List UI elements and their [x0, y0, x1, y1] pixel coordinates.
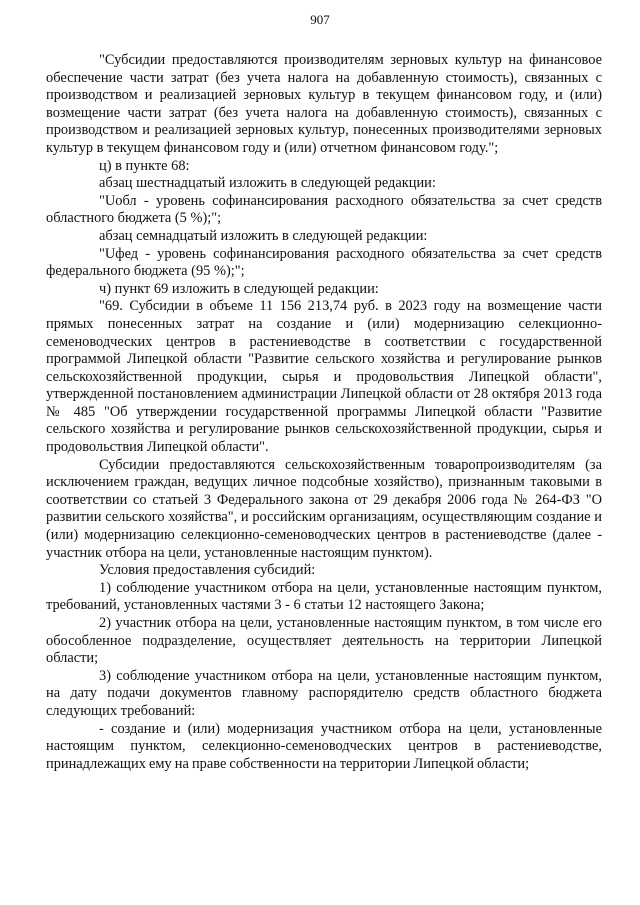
page-number: 907 [310, 12, 330, 27]
paragraph: ц) в пункте 68: [99, 157, 190, 174]
paragraph: Условия предоставления субсидий: [99, 562, 316, 579]
paragraph: ч) пункт 69 изложить в следующей редакции: [99, 280, 379, 297]
document-body [46, 52, 602, 773]
paragraph: 2) участник отбора на цели, установленные настоящим пунктом, в том числе его обособленное подразделение, осуществляет деятельность на территории Липецкой области; [46, 615, 602, 667]
paragraph: 1) соблюдение участником отбора на цели, установленные настоящим пунктом, требований, установленных частями 3 - 6 статьи 12 настоящего Закона; [46, 579, 602, 614]
paragraph: абзац шестнадцатый изложить в следующей редакции: [99, 175, 436, 192]
paragraph: - создание и (или) модернизация участником отбора на цели, установленные настоящим пунктом, селекционно-семеноводческих центров в растениеводстве, принадлежащих ему на праве собственности на территории Липецкой области; [46, 720, 602, 772]
paragraph: 3) соблюдение участником отбора на цели, установленные настоящим пунктом, на дату подачи документов главному распорядителю средств областного бюджета следующих требований: [46, 667, 602, 719]
paragraph: "69. Субсидии в объеме 11 156 213,74 руб. в 2023 году на возмещение части прямых понесенных затрат на создание и (или) модернизацию селекционно-семеноводческих центров в растениеводстве в соответствии с государственной программой Липецкой области "Развитие сельского хозяйства и регулирование рынков сельскохозяйственной продукции, сырья и продовольствия Липецкой области", утвержденной постановлением администрации Липецкой области от 28 октября 2013 года № 485 "Об утверждении государственной программы Липецкой области "Развитие сельского хозяйства и регулирование рынков сельскохозяйственной продукции, сырья и продовольствия Липецкой области". [46, 298, 602, 456]
paragraph: "Uфед - уровень софинансирования расходного обязательства за счет средств федерального бюджета (95 %);"; [46, 245, 602, 280]
paragraph: Субсидии предоставляются сельскохозяйственным товаропроизводителям (за исключением граждан, ведущих личное подсобные хозяйство), признанным таковыми в соответствии со статьей 3 Федерального закона от 29 декабря 2006 года № 264-ФЗ "О развитии сельского хозяйства", и российским организациям, осуществляющим создание и (или) модернизацию селекционно-семеноводческих центров в растениеводстве (далее - участник отбора на цели, установленные настоящим пунктом). [46, 456, 602, 561]
paragraph: абзац семнадцатый изложить в следующей редакции: [99, 227, 428, 244]
paragraph: "Uобл - уровень софинансирования расходного обязательства за счет средств областного бюджета (5 %);"; [46, 192, 602, 227]
paragraph: "Субсидии предоставляются производителям зерновых культур на финансовое обеспечение части затрат (без учета налога на добавленную стоимость), связанных с производством и реализацией зерновых культур в текущем финансовом году, и (или) возмещение части затрат (без учета налога на добавленную стоимость), связанных с производством и реализацией зерновых культур, понесенных производителями зерновых культур в текущем финансовом году и (или) отчетном финансовом году."; [46, 52, 602, 156]
